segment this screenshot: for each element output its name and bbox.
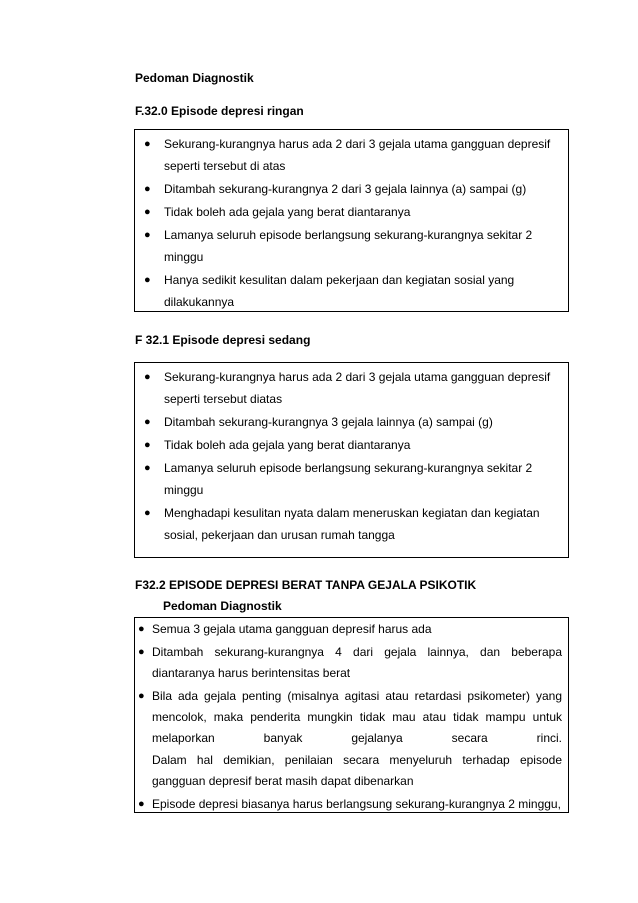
- criteria-item: [135, 411, 568, 433]
- criteria-text: sosial, pekerjaan dan urusan rumah tangga: [164, 528, 395, 542]
- criteria-item: [135, 619, 562, 640]
- criteria-text: seperti tersebut di atas: [164, 159, 286, 173]
- page-heading: Pedoman Diagnostik: [135, 71, 254, 85]
- criteria-text: Dalam hal demikian, penilaian secara menyeluruh terhadap episode: [152, 752, 562, 767]
- criteria-text: Tidak boleh ada gejala yang berat diantaranya: [164, 205, 411, 219]
- criteria-item: [135, 224, 568, 268]
- criteria-text: dilakukannya: [164, 295, 235, 309]
- criteria-text: Sekurang-kurangnya harus ada 2 dari 3 gejala utama gangguan depresif: [164, 137, 551, 151]
- section-title-f32-0: F.32.0 Episode depresi ringan: [135, 104, 304, 118]
- criteria-text: Bila ada gejala penting (misalnya agitasi atau retardasi psikometer) yang: [152, 688, 562, 703]
- criteria-item: [135, 686, 562, 792]
- bullet-icon: ●: [144, 462, 151, 474]
- bullet-icon: ●: [144, 206, 151, 218]
- criteria-text: minggu: [164, 483, 204, 497]
- bullet-icon: ●: [144, 274, 151, 286]
- criteria-text: melaporkan banyak gejalanya secara rinci.: [152, 731, 562, 746]
- criteria-item: [135, 794, 562, 815]
- bullet-icon: ●: [138, 645, 145, 658]
- criteria-text: Tidak boleh ada gejala yang berat diantaranya: [164, 438, 411, 452]
- bullet-icon: ●: [144, 371, 151, 383]
- criteria-text: diantaranya harus berintensitas berat: [152, 666, 351, 681]
- criteria-text: Menghadapi kesulitan nyata dalam meneruskan kegiatan dan kegiatan: [164, 506, 540, 520]
- criteria-text: Episode depresi biasanya harus berlangsung sekurang-kurangnya 2 minggu,: [152, 796, 561, 811]
- criteria-box-f32-2: [134, 617, 569, 813]
- criteria-item: [135, 178, 568, 200]
- criteria-item: [135, 457, 568, 501]
- section-title-f32-2: F32.2 EPISODE DEPRESI BERAT TANPA GEJALA PSIKOTIK: [135, 578, 477, 592]
- bullet-icon: ●: [138, 689, 145, 702]
- bullet-icon: ●: [138, 623, 145, 635]
- criteria-text: Lamanya seluruh episode berlangsung sekurang-kurangnya sekitar 2: [164, 461, 533, 475]
- criteria-box-f32-1: [134, 362, 569, 558]
- section-title-f32-1: F 32.1 Episode depresi sedang: [135, 333, 311, 347]
- criteria-item: [135, 269, 568, 313]
- criteria-text: minggu: [164, 250, 204, 264]
- criteria-text: Ditambah sekurang-kurangnya 3 gejala lainnya (a) sampai (g): [164, 415, 493, 429]
- criteria-text: gangguan depresif berat masih dapat dibenarkan: [152, 774, 414, 789]
- criteria-text: Ditambah sekurang-kurangnya 2 dari 3 gejala lainnya (a) sampai (g): [164, 182, 527, 196]
- bullet-icon: ●: [144, 439, 151, 451]
- criteria-item: [135, 434, 568, 456]
- criteria-text: Hanya sedikit kesulitan dalam pekerjaan dan kegiatan sosial yang: [164, 273, 515, 287]
- bullet-icon: ●: [144, 183, 151, 195]
- criteria-text: Sekurang-kurangnya harus ada 2 dari 3 gejala utama gangguan depresif: [164, 370, 551, 384]
- criteria-item: [135, 502, 568, 546]
- bullet-icon: ●: [144, 229, 151, 241]
- section-subtitle-f32-2: Pedoman Diagnostik: [163, 599, 282, 613]
- criteria-item: [135, 201, 568, 223]
- criteria-text: Semua 3 gejala utama gangguan depresif harus ada: [152, 622, 432, 636]
- bullet-icon: ●: [138, 797, 145, 810]
- criteria-text: mencolok, maka penderita mungkin tidak mau atau tidak mampu untuk: [152, 710, 562, 725]
- bullet-icon: ●: [144, 138, 151, 150]
- criteria-item: [135, 133, 568, 177]
- bullet-icon: ●: [144, 416, 151, 428]
- criteria-text: Ditambah sekurang-kurangnya 4 dari gejala lainnya, dan beberapa: [152, 644, 562, 659]
- criteria-box-f32-0: [134, 129, 569, 312]
- criteria-item: [135, 642, 562, 685]
- criteria-text: Lamanya seluruh episode berlangsung sekurang-kurangnya sekitar 2: [164, 228, 533, 242]
- criteria-item: [135, 366, 568, 410]
- bullet-icon: ●: [144, 507, 151, 519]
- criteria-text: seperti tersebut diatas: [164, 392, 283, 406]
